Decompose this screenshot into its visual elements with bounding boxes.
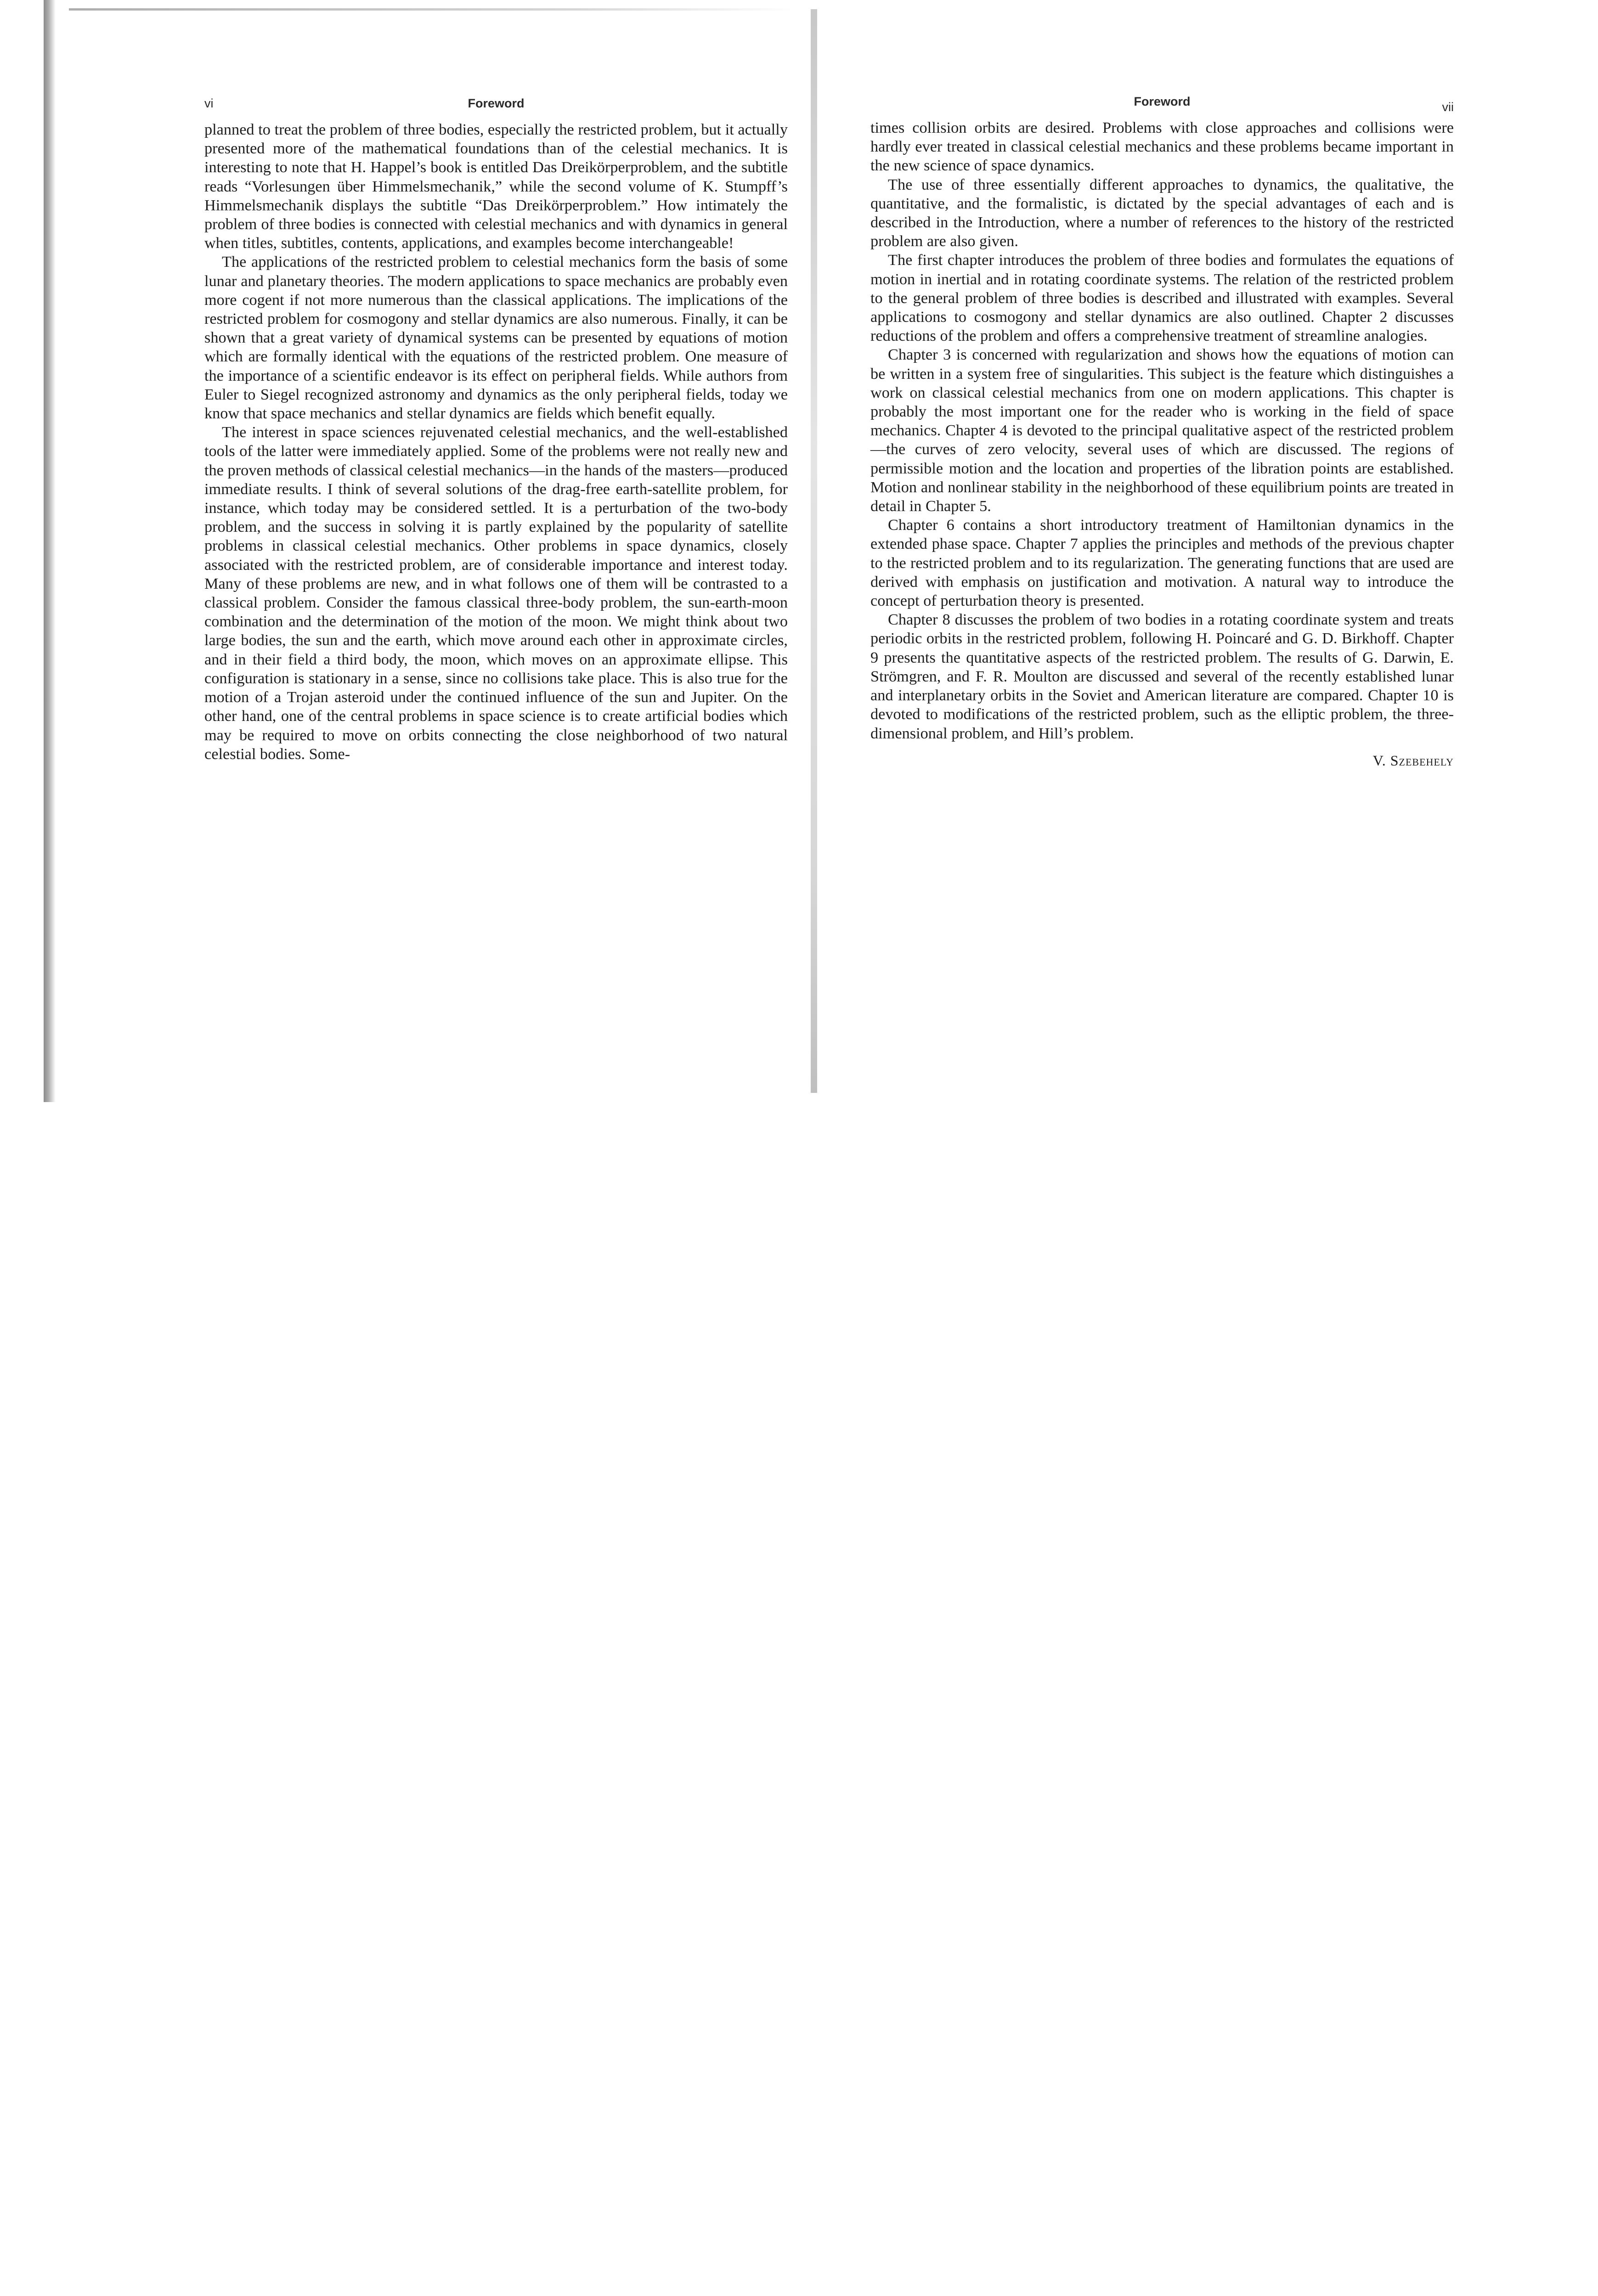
- right-page-body: [870, 118, 1454, 743]
- paragraph: times collision orbits are desired. Problems with close approaches and collisions were hardly ever treated in classical celestial mechanics and these problems became important in the new science of space dynamics.: [870, 119, 1454, 174]
- right-page-header: [870, 92, 1454, 115]
- paragraph: Chapter 6 contains a short introductory treatment of Hamiltonian dynamics in the extended phase space. Chapter 7 applies the principles and methods of the previous chapter to the restricted problem and to its regularization. The generating functions that are used are derived with emphasis on justification and motivation. A natural way to introduce the concept of perturbation theory is presented.: [870, 516, 1454, 610]
- scan-shadow-left: [44, 0, 56, 1102]
- paragraph: The applications of the restricted problem to celestial mechanics form the basis of some lunar and planetary theories. The modern applications to space mechanics are probably even more cogent if not more numerous than the classical applications. The implications of the restricted problem for cosmogony and stellar dynamics are also numerous. Finally, it can be shown that a great variety of dynamical systems can be presented by equations of motion which are formally identical with the equations of the restricted problem. One measure of the importance of a scientific endeavor is its effect on peripheral fields. While authors from Euler to Siegel recognized astronomy and dynamics as the only peripheral fields, today we know that space mechanics and stellar dynamics are fields which benefit equally.: [204, 253, 788, 422]
- right-page: [870, 92, 1454, 769]
- book-gutter: [811, 9, 817, 1093]
- left-page: [204, 92, 788, 764]
- paragraph: The first chapter introduces the problem of three bodies and formulates the equations of motion in inertial and in rotating coordinate systems. The relation of the restricted problem to the general problem of three bodies is described and illustrated with examples. Several applications to cosmogony and stellar dynamics are also outlined. Chapter 2 discusses reductions of the problem and offers a comprehensive treatment of streamline analogies.: [870, 251, 1454, 345]
- left-page-header: [204, 92, 788, 115]
- scan-shadow-top: [69, 8, 795, 11]
- author-signature: V. Szebehely: [1372, 752, 1454, 769]
- left-page-body: [204, 120, 788, 764]
- paragraph: Chapter 8 discusses the problem of two bodies in a rotating coordinate system and treats periodic orbits in the restricted problem, following H. Poincaré and G. D. Birkhoff. Chapter 9 presents the quantitative aspects of the restricted problem. The results of G. Darwin, E. Strömgren, and F. R. Moulton are discussed and several of the recently established lunar and interplanetary orbits in the Soviet and American literature are compared. Chapter 10 is devoted to modifications of the restricted problem, such as the elliptic problem, the three-dimensional problem, and Hill’s problem.: [870, 611, 1454, 742]
- paragraph: Chapter 3 is concerned with regularization and shows how the equations of motion can be written in a system free of singularities. This subject is the feature which distinguishes a work on classical celestial mechanics from one on modern applications. This chapter is probably the most important one for the reader who is working in the field of space mechanics. Chapter 4 is devoted to the principal qualitative aspect of the restricted problem—the curves of zero velocity, several uses of which are discussed. The regions of permissible motion and the location and properties of the libration points are established. Motion and nonlinear stability in the neighborhood of these equilibrium points are treated in detail in Chapter 5.: [870, 346, 1454, 515]
- paragraph: The interest in space sciences rejuvenated celestial mechanics, and the well-established tools of the latter were immediately applied. Some of the problems were not really new and the proven methods of classical celestial mechanics—in the hands of the masters—produced immediate results. I think of several solutions of the drag-free earth-satellite problem, for instance, which today may be considered settled. It is a perturbation of the two-body problem, and the success in solving it is partly explained by the popularity of satellite problems in classical celestial mechanics. Other problems in space dynamics, closely associated with the restricted problem, are of considerable importance and interest today. Many of these problems are new, and in what follows one of them will be contrasted to a classical problem. Consider the famous classical three-body problem, the sun-earth-moon combination and the determination of the motion of the moon. We might think about two large bodies, the sun and the earth, which move around each other in approximate circles, and in their field a third body, the moon, which moves on an approximate ellipse. This configuration is stationary in a sense, since no collisions take place. This is also true for the motion of a Trojan asteroid under the continued influence of the sun and Jupiter. On the other hand, one of the central problems in space science is to create artificial bodies which may be required to move on orbits connecting the close neighborhood of two natural celestial bodies. Some-: [204, 423, 788, 763]
- paragraph: The use of three essentially different approaches to dynamics, the qualitative, the quantitative, and the formalistic, is dictated by the special advantages of each and is described in the Introduction, where a number of references to the history of the restricted problem are also given.: [870, 175, 1454, 250]
- running-title: Foreword: [468, 96, 525, 110]
- page-number: vi: [204, 96, 214, 110]
- paragraph: planned to treat the problem of three bodies, especially the restricted problem, but it actually presented more of the mathematical foundations than of the celestial mechanics. It is interesting to note that H. Happel’s book is entitled Das Dreikörperproblem, and the subtitle reads “Vorlesungen über Himmelsmechanik,” while the second volume of K. Stumpff’s Himmelsmechanik displays the subtitle “Das Dreikörperproblem.” How intimately the problem of three bodies is connected with celestial mechanics and with dynamics in general when titles, subtitles, contents, applications, and examples become interchangeable!: [204, 121, 788, 252]
- running-title: Foreword: [1134, 95, 1191, 108]
- page-number: vii: [1442, 100, 1454, 114]
